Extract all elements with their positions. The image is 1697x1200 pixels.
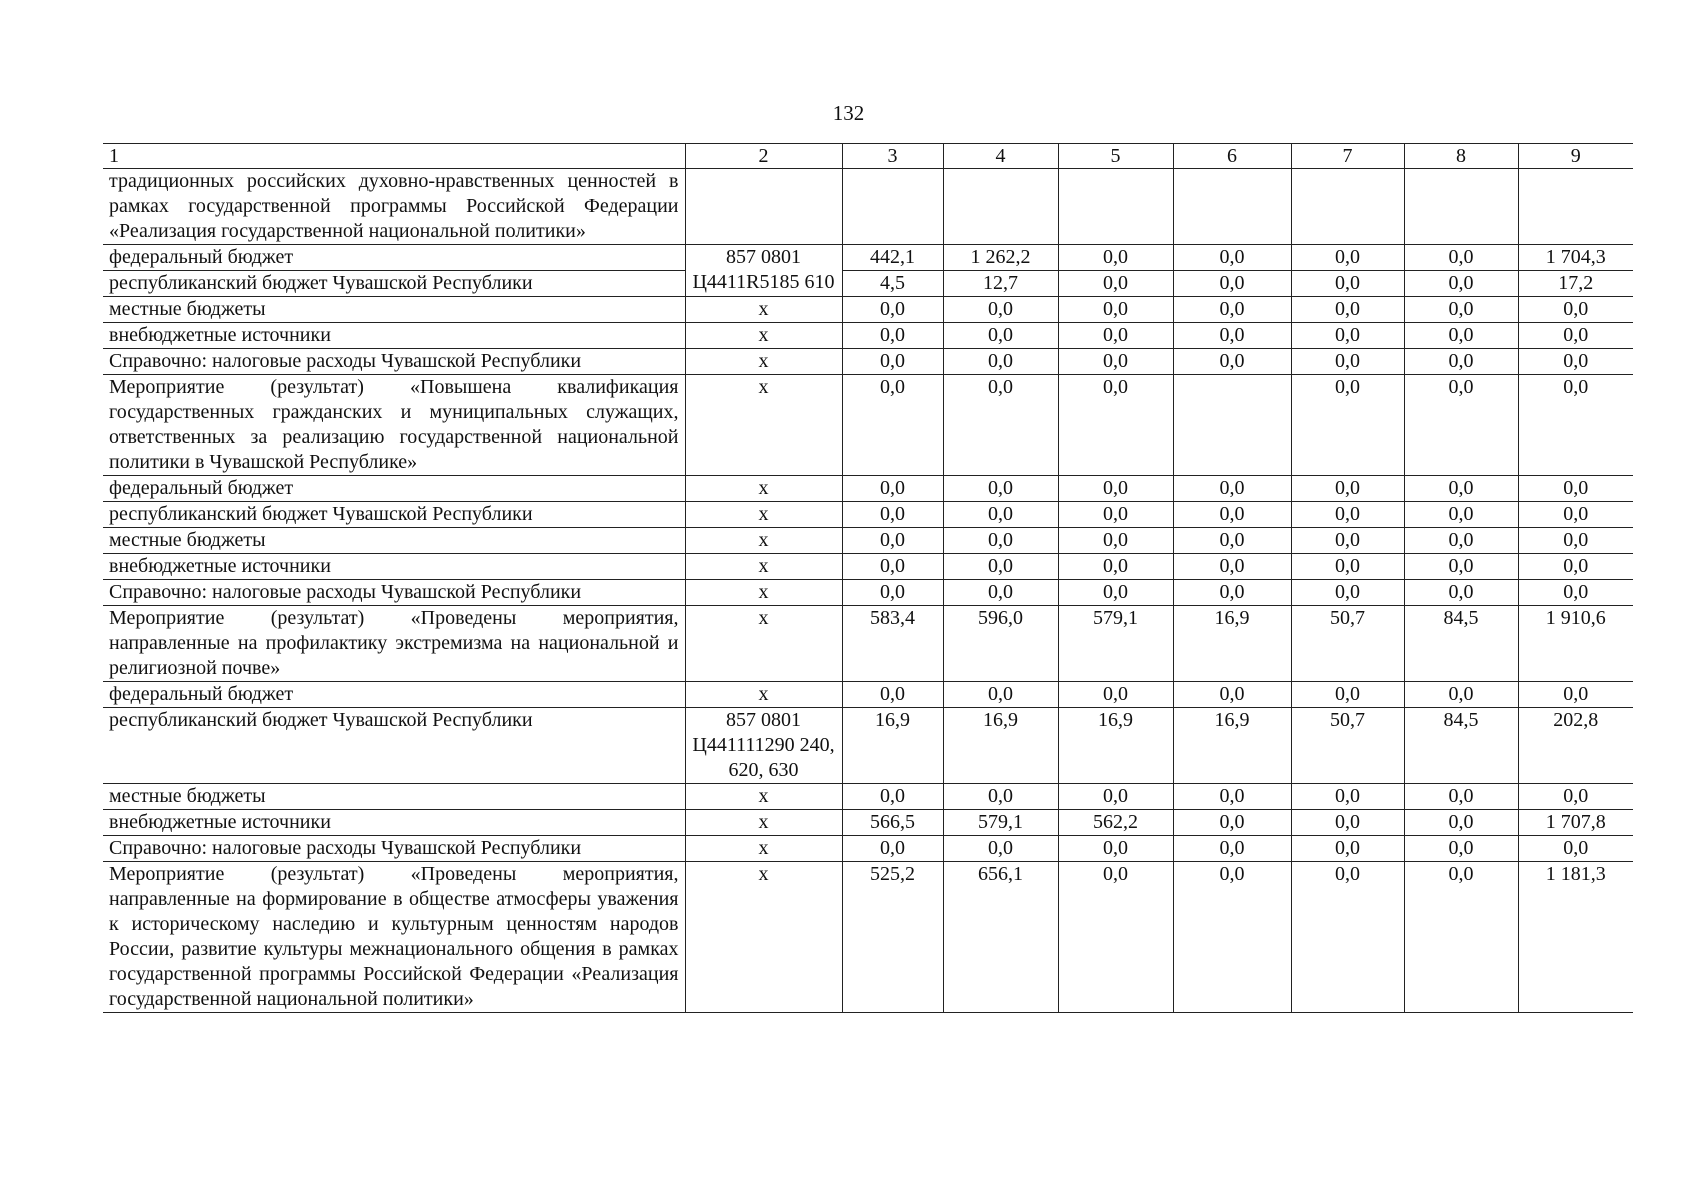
- value-cell: 0,0: [943, 349, 1058, 375]
- value-cell: 0,0: [842, 375, 943, 476]
- value-cell: 0,0: [1404, 784, 1518, 810]
- budget-code: х: [685, 682, 842, 708]
- value-cell: 0,0: [943, 502, 1058, 528]
- column-header: 7: [1291, 144, 1404, 169]
- value-cell: [1518, 169, 1633, 245]
- value-cell: 0,0: [1058, 245, 1173, 271]
- row-label: внебюджетные источники: [103, 810, 685, 836]
- value-cell: 1 262,2: [943, 245, 1058, 271]
- budget-code: х: [685, 297, 842, 323]
- value-cell: 0,0: [943, 375, 1058, 476]
- row-label: федеральный бюджет: [103, 682, 685, 708]
- value-cell: [1291, 169, 1404, 245]
- value-cell: 566,5: [842, 810, 943, 836]
- column-header: 4: [943, 144, 1058, 169]
- value-cell: 0,0: [1518, 580, 1633, 606]
- value-cell: 0,0: [1058, 682, 1173, 708]
- value-cell: 0,0: [1404, 297, 1518, 323]
- budget-code: [685, 169, 842, 245]
- value-cell: [1404, 169, 1518, 245]
- value-cell: 0,0: [1404, 502, 1518, 528]
- value-cell: 16,9: [1173, 708, 1291, 784]
- column-header: 6: [1173, 144, 1291, 169]
- value-cell: 0,0: [1173, 297, 1291, 323]
- value-cell: 0,0: [1404, 375, 1518, 476]
- value-cell: 0,0: [842, 554, 943, 580]
- value-cell: 0,0: [943, 836, 1058, 862]
- value-cell: 0,0: [842, 297, 943, 323]
- value-cell: 0,0: [1173, 580, 1291, 606]
- value-cell: 0,0: [842, 476, 943, 502]
- budget-code: х: [685, 323, 842, 349]
- row-label: внебюджетные источники: [103, 554, 685, 580]
- value-cell: 0,0: [1291, 682, 1404, 708]
- value-cell: 0,0: [1058, 580, 1173, 606]
- column-header: 1: [103, 144, 685, 169]
- budget-code: х: [685, 836, 842, 862]
- value-cell: 1 707,8: [1518, 810, 1633, 836]
- budget-code-line: 857 0801: [726, 246, 801, 268]
- value-cell: 0,0: [842, 682, 943, 708]
- value-cell: 0,0: [943, 554, 1058, 580]
- value-cell: 0,0: [1291, 245, 1404, 271]
- row-label: республиканский бюджет Чувашской Республики: [103, 502, 685, 528]
- value-cell: 0,0: [1058, 375, 1173, 476]
- value-cell: 0,0: [842, 528, 943, 554]
- value-cell: 0,0: [1291, 836, 1404, 862]
- row-label: Мероприятие (результат) «Проведены мероприятия, направленные на формирование в обществе атмосферы уважения к историческому наследию и культурным ценностям народов России, развитие культуры межнационального общения в рамках государственной программы Российской Федерации «Реализация государственной национальной политики»: [103, 862, 685, 1013]
- value-cell: 0,0: [1518, 836, 1633, 862]
- row-label: Мероприятие (результат) «Проведены мероприятия, направленные на профилактику экстремизма на национальной и религиозной почве»: [103, 606, 685, 682]
- value-cell: 0,0: [1173, 476, 1291, 502]
- value-cell: 50,7: [1291, 606, 1404, 682]
- value-cell: 0,0: [1404, 810, 1518, 836]
- value-cell: 1 181,3: [1518, 862, 1633, 1013]
- value-cell: 0,0: [1404, 271, 1518, 297]
- value-cell: 0,0: [1058, 271, 1173, 297]
- value-cell: [1173, 169, 1291, 245]
- budget-code: х: [685, 784, 842, 810]
- budget-code: х: [685, 476, 842, 502]
- row-label: Справочно: налоговые расходы Чувашской Республики: [103, 580, 685, 606]
- value-cell: 0,0: [943, 580, 1058, 606]
- value-cell: 0,0: [1404, 245, 1518, 271]
- value-cell: [943, 169, 1058, 245]
- value-cell: 0,0: [1404, 682, 1518, 708]
- value-cell: 0,0: [1291, 810, 1404, 836]
- row-label: местные бюджеты: [103, 297, 685, 323]
- value-cell: 596,0: [943, 606, 1058, 682]
- value-cell: 562,2: [1058, 810, 1173, 836]
- value-cell: 0,0: [1173, 784, 1291, 810]
- table-row: [103, 297, 1633, 323]
- value-cell: 0,0: [1291, 580, 1404, 606]
- table-row: [103, 528, 1633, 554]
- value-cell: 17,2: [1518, 271, 1633, 297]
- value-cell: 0,0: [1291, 554, 1404, 580]
- row-label: федеральный бюджет: [103, 245, 685, 271]
- value-cell: 0,0: [1404, 349, 1518, 375]
- value-cell: 0,0: [1173, 682, 1291, 708]
- value-cell: 12,7: [943, 271, 1058, 297]
- value-cell: 0,0: [1404, 323, 1518, 349]
- value-cell: 16,9: [842, 708, 943, 784]
- table-row: [103, 682, 1633, 708]
- value-cell: 0,0: [1058, 862, 1173, 1013]
- value-cell: 0,0: [1291, 349, 1404, 375]
- value-cell: 0,0: [943, 323, 1058, 349]
- value-cell: 202,8: [1518, 708, 1633, 784]
- value-cell: 0,0: [1518, 554, 1633, 580]
- budget-code: х: [685, 862, 842, 1013]
- value-cell: 0,0: [1291, 784, 1404, 810]
- value-cell: 0,0: [1404, 862, 1518, 1013]
- table-row: [103, 169, 1633, 245]
- value-cell: 1 910,6: [1518, 606, 1633, 682]
- row-label: местные бюджеты: [103, 784, 685, 810]
- value-cell: 0,0: [1173, 502, 1291, 528]
- value-cell: 0,0: [1404, 554, 1518, 580]
- row-label: внебюджетные источники: [103, 323, 685, 349]
- table-row: [103, 580, 1633, 606]
- value-cell: 0,0: [1173, 245, 1291, 271]
- row-label: федеральный бюджет: [103, 476, 685, 502]
- value-cell: [842, 169, 943, 245]
- table-body: [103, 169, 1633, 1013]
- value-cell: 0,0: [1173, 836, 1291, 862]
- column-header: 8: [1404, 144, 1518, 169]
- row-label: Мероприятие (результат) «Повышена квалификация государственных гражданских и муниципальных служащих, ответственных за реализацию государственной национальной политики в Чувашской Республике»: [103, 375, 685, 476]
- value-cell: 0,0: [1518, 297, 1633, 323]
- value-cell: 0,0: [1173, 862, 1291, 1013]
- value-cell: 0,0: [1058, 297, 1173, 323]
- value-cell: 0,0: [1518, 502, 1633, 528]
- value-cell: [1058, 169, 1173, 245]
- budget-code: х: [685, 810, 842, 836]
- table-row: [103, 245, 1633, 271]
- value-cell: 0,0: [1404, 580, 1518, 606]
- table-row: [103, 606, 1633, 682]
- value-cell: 0,0: [1058, 528, 1173, 554]
- budget-code: х: [685, 349, 842, 375]
- budget-code: х: [685, 375, 842, 476]
- page-number: 132: [832, 101, 865, 125]
- value-cell: 583,4: [842, 606, 943, 682]
- budget-code: х: [685, 502, 842, 528]
- row-label: республиканский бюджет Чувашской Республики: [103, 708, 685, 784]
- column-header: 2: [685, 144, 842, 169]
- value-cell: 0,0: [943, 784, 1058, 810]
- value-cell: 0,0: [1291, 297, 1404, 323]
- budget-code-line: Ц4411R5185 610: [692, 271, 835, 293]
- table-row: [103, 476, 1633, 502]
- value-cell: 0,0: [1404, 836, 1518, 862]
- value-cell: 16,9: [943, 708, 1058, 784]
- table-row: [103, 554, 1633, 580]
- value-cell: 579,1: [1058, 606, 1173, 682]
- value-cell: 0,0: [1291, 476, 1404, 502]
- table-row: [103, 836, 1633, 862]
- budget-code: х: [685, 580, 842, 606]
- value-cell: 0,0: [1173, 271, 1291, 297]
- value-cell: 0,0: [1404, 476, 1518, 502]
- row-label: Справочно: налоговые расходы Чувашской Республики: [103, 836, 685, 862]
- value-cell: 0,0: [1291, 271, 1404, 297]
- value-cell: 0,0: [1173, 349, 1291, 375]
- value-cell: 0,0: [1058, 323, 1173, 349]
- value-cell: 50,7: [1291, 708, 1404, 784]
- table-row: [103, 862, 1633, 1013]
- value-cell: 0,0: [1291, 502, 1404, 528]
- value-cell: 84,5: [1404, 606, 1518, 682]
- value-cell: 0,0: [842, 836, 943, 862]
- value-cell: 0,0: [943, 297, 1058, 323]
- budget-code: х: [685, 528, 842, 554]
- value-cell: 525,2: [842, 862, 943, 1013]
- value-cell: 0,0: [943, 476, 1058, 502]
- value-cell: 0,0: [943, 528, 1058, 554]
- value-cell: 0,0: [1404, 528, 1518, 554]
- row-label: традиционных российских духовно-нравственных ценностей в рамках государственной программы Российской Федерации «Реализация государственной национальной политики»: [103, 169, 685, 245]
- value-cell: 579,1: [943, 810, 1058, 836]
- value-cell: 0,0: [1058, 502, 1173, 528]
- row-label: республиканский бюджет Чувашской Республики: [103, 271, 685, 297]
- value-cell: 0,0: [842, 349, 943, 375]
- value-cell: 0,0: [1291, 323, 1404, 349]
- value-cell: 0,0: [842, 323, 943, 349]
- value-cell: 0,0: [1058, 554, 1173, 580]
- budget-code: х: [685, 554, 842, 580]
- value-cell: 442,1: [842, 245, 943, 271]
- value-cell: 0,0: [1518, 682, 1633, 708]
- value-cell: 0,0: [1291, 528, 1404, 554]
- table-row: [103, 502, 1633, 528]
- value-cell: 0,0: [1058, 784, 1173, 810]
- value-cell: 0,0: [842, 502, 943, 528]
- value-cell: 84,5: [1404, 708, 1518, 784]
- column-header: 3: [842, 144, 943, 169]
- value-cell: 0,0: [1173, 323, 1291, 349]
- value-cell: 1 704,3: [1518, 245, 1633, 271]
- table-row: [103, 271, 1633, 297]
- value-cell: 0,0: [1518, 784, 1633, 810]
- value-cell: 0,0: [1291, 375, 1404, 476]
- value-cell: 0,0: [842, 580, 943, 606]
- value-cell: 4,5: [842, 271, 943, 297]
- budget-code: [685, 245, 842, 297]
- value-cell: [1173, 375, 1291, 476]
- column-header: 9: [1518, 144, 1633, 169]
- table-row: [103, 708, 1633, 784]
- value-cell: 0,0: [1291, 862, 1404, 1013]
- budget-code: х: [685, 606, 842, 682]
- table-row: [103, 784, 1633, 810]
- row-label: Справочно: налоговые расходы Чувашской Республики: [103, 349, 685, 375]
- value-cell: 0,0: [1058, 349, 1173, 375]
- value-cell: 0,0: [1518, 528, 1633, 554]
- value-cell: 0,0: [1058, 476, 1173, 502]
- column-number-row: [103, 144, 1633, 169]
- budget-table: [103, 143, 1633, 1013]
- value-cell: 0,0: [842, 784, 943, 810]
- value-cell: 0,0: [1173, 528, 1291, 554]
- table-row: [103, 375, 1633, 476]
- value-cell: 0,0: [943, 682, 1058, 708]
- value-cell: 0,0: [1173, 810, 1291, 836]
- table-row: [103, 810, 1633, 836]
- value-cell: 0,0: [1518, 375, 1633, 476]
- value-cell: 0,0: [1518, 476, 1633, 502]
- value-cell: 16,9: [1173, 606, 1291, 682]
- table-row: [103, 323, 1633, 349]
- value-cell: 0,0: [1173, 554, 1291, 580]
- value-cell: 656,1: [943, 862, 1058, 1013]
- budget-code: 857 0801 Ц441111290 240, 620, 630: [685, 708, 842, 784]
- column-header: 5: [1058, 144, 1173, 169]
- value-cell: 0,0: [1518, 323, 1633, 349]
- value-cell: 0,0: [1058, 836, 1173, 862]
- value-cell: 0,0: [1518, 349, 1633, 375]
- value-cell: 16,9: [1058, 708, 1173, 784]
- row-label: местные бюджеты: [103, 528, 685, 554]
- table-row: [103, 349, 1633, 375]
